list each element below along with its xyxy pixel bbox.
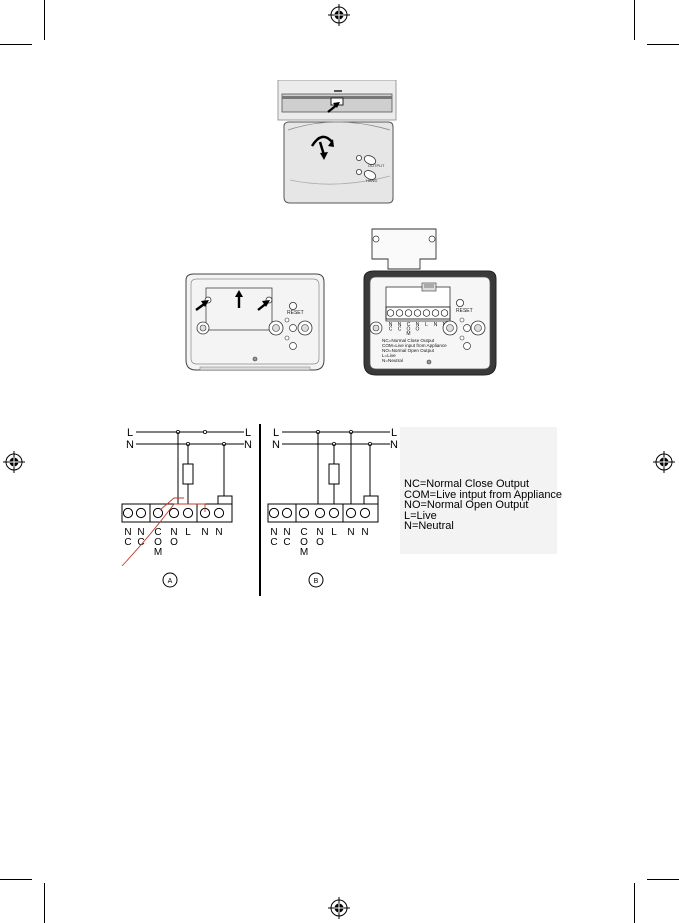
terminal-label: L [185, 527, 191, 538]
terminal-screw [360, 508, 369, 517]
legend-no: NO=Normal Open Output [404, 499, 529, 511]
terminal-label: N [270, 527, 278, 538]
figure-back-plate-unscrew [180, 270, 330, 374]
legend-nc: NC=Normal Close Output [404, 478, 530, 490]
junction [203, 430, 206, 433]
rail-label-n: N [272, 439, 280, 451]
rail-label-l: L [126, 427, 134, 439]
terminal-screw [346, 508, 355, 517]
terminal-label: C [137, 537, 145, 548]
terminal-label: N [316, 527, 324, 538]
wiring-diagram-a [122, 427, 252, 587]
terminal-screw [282, 508, 291, 517]
terminal-screw [214, 508, 223, 517]
terminal-label: N [201, 527, 209, 538]
wiring-diagram-b [268, 427, 398, 587]
wiring-legend [404, 479, 562, 532]
registration-mark-icon [653, 451, 675, 473]
terminal-screw [136, 508, 145, 517]
terminal-label: N [283, 527, 291, 538]
terminal-label: N [388, 322, 393, 328]
reset-label: RESET [287, 310, 304, 316]
rail-label-l: L [272, 427, 280, 439]
terminal-screw [329, 508, 338, 517]
terminal-label: O [154, 537, 162, 548]
terminal-label: N [415, 322, 420, 328]
registration-mark-icon [328, 897, 350, 919]
rail-label-n: N [244, 439, 252, 451]
rail-label-l: L [390, 427, 398, 439]
terminal-label: O [170, 537, 178, 548]
registration-mark-icon [328, 4, 350, 26]
terminal-label: N [215, 527, 223, 538]
legend-line-n: N=Neutral [382, 358, 403, 363]
terminal-label: C [283, 537, 291, 548]
figure-terminal-block [362, 225, 498, 380]
registration-mark-icon [3, 451, 25, 473]
rail-label-l: L [244, 427, 252, 439]
terminal-screw [269, 508, 278, 517]
terminal-label: N [361, 527, 369, 538]
terminal-screw [153, 508, 162, 517]
figure-cover-opening [276, 80, 400, 205]
terminal-label: L [331, 527, 337, 538]
terminal-label: C [124, 537, 132, 548]
terminal-label: C [300, 527, 308, 538]
terminal-screw [123, 508, 132, 517]
terminal-screw [299, 508, 308, 517]
legend-line-nc: NC=Normal Close Output [382, 338, 435, 343]
legend-live: L=Live [404, 509, 437, 522]
terminal-screw [315, 508, 324, 517]
load-resistor [329, 464, 339, 484]
terminal-label: C [406, 322, 411, 328]
legend-com: COM=Live intput from Appliance [404, 488, 563, 501]
terminal-label: L [425, 322, 428, 328]
terminal-label: N [433, 322, 438, 328]
terminal-label: O [316, 537, 324, 548]
terminal-label: N [170, 527, 178, 538]
legend-neutral: N=Neutral [404, 520, 454, 532]
terminal-label: O [300, 537, 308, 548]
legend-line-l: L=Live [382, 353, 396, 358]
terminal-label: C [154, 527, 162, 538]
diagram-label: A [167, 578, 173, 585]
terminal-label: M [406, 331, 411, 337]
terminal-label: M [299, 547, 309, 558]
terminal-label: C [270, 537, 278, 548]
terminal-screw [169, 508, 178, 517]
reset-label: RESET [456, 308, 473, 314]
rail-label-n: N [390, 439, 398, 451]
terminal-label: N [124, 527, 132, 538]
terminal-label: O [415, 326, 420, 333]
wiring-diagrams [120, 420, 410, 600]
terminal-label: N [397, 322, 402, 328]
diagram-label: B [313, 578, 319, 585]
terminal-label: C [388, 326, 393, 333]
hand-button-label: HAND [366, 178, 378, 183]
terminal-label: N [347, 527, 355, 538]
legend-line-no: NO=Normal Open Output [382, 348, 434, 353]
terminal-screw [183, 508, 192, 517]
terminal-label: N [137, 527, 145, 538]
legend-line-com: COM=Live input from Appliance [382, 343, 447, 348]
terminal-label: O [406, 326, 411, 333]
output-button-label: OUTPUT [368, 163, 385, 168]
load-resistor [183, 464, 193, 484]
rail-label-n: N [126, 439, 134, 451]
terminal-label: M [153, 547, 163, 558]
terminal-label: C [397, 326, 402, 333]
